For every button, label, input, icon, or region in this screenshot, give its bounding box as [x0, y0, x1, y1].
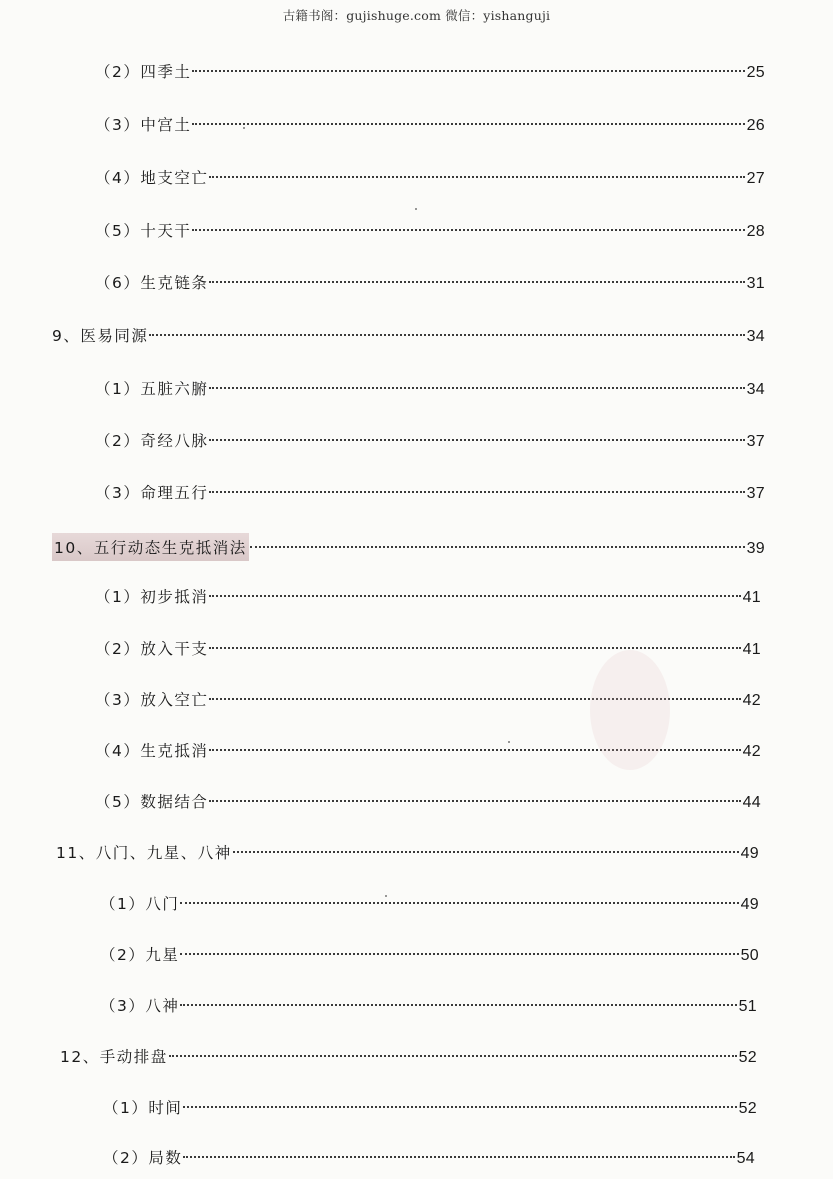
toc-page-number: 25	[746, 64, 765, 81]
toc-entry-sub[interactable]	[95, 166, 765, 190]
dot-leader	[180, 1004, 736, 1006]
dot-leader	[233, 851, 739, 853]
dot-leader	[192, 70, 744, 72]
dot-leader	[209, 176, 744, 178]
toc-entry-sub[interactable]	[103, 1096, 757, 1120]
toc-entry-sub[interactable]	[95, 481, 765, 505]
toc-entry-sub[interactable]	[95, 60, 765, 84]
scan-speck	[415, 208, 417, 210]
toc-entry-label: （2）放入干支	[95, 640, 209, 658]
dot-leader	[209, 387, 744, 389]
toc-entry-chapter[interactable]	[56, 841, 759, 865]
scan-speck	[508, 741, 510, 743]
toc-entry-label: （2）九星	[100, 946, 180, 964]
toc-page-number: 34	[746, 381, 765, 398]
toc-page-number: 27	[746, 170, 765, 187]
toc-entry-label: （3）中宫土	[95, 116, 192, 134]
dot-leader	[180, 953, 738, 955]
toc-page-number: 37	[746, 433, 765, 450]
toc-entry-label: （1）初步抵消	[95, 588, 209, 606]
toc-entry-label: （5）十天干	[95, 222, 192, 240]
toc-page-number: 37	[746, 485, 765, 502]
toc-entry-label: （2）四季土	[95, 63, 192, 81]
toc-entry-sub[interactable]	[95, 637, 761, 661]
toc-page-number: 44	[742, 794, 761, 811]
toc-entry-label: （5）数据结合	[95, 793, 209, 811]
toc-page-number: 54	[736, 1150, 755, 1167]
toc-page-number: 34	[746, 328, 765, 345]
toc-entry-label: 12、手动排盘	[60, 1048, 168, 1066]
toc-entry-sub[interactable]	[95, 271, 765, 295]
paper-stain	[590, 650, 670, 770]
toc-entry-sub[interactable]	[95, 790, 761, 814]
dot-leader	[192, 123, 744, 125]
toc-entry-label: （4）地支空亡	[95, 169, 209, 187]
toc-entry-sub[interactable]	[95, 219, 765, 243]
toc-entry-sub[interactable]	[100, 994, 757, 1018]
toc-entry-label: （3）命理五行	[95, 484, 209, 502]
toc-entry-chapter[interactable]	[60, 1045, 757, 1069]
dot-leader	[209, 749, 740, 751]
toc-entry-sub[interactable]	[103, 1146, 755, 1170]
toc-page-number: 49	[740, 845, 759, 862]
toc-page-number: 50	[740, 947, 759, 964]
dot-leader	[209, 281, 744, 283]
scan-speck	[243, 127, 245, 129]
toc-entry-sub[interactable]	[95, 585, 761, 609]
toc-entry-chapter[interactable]	[52, 324, 765, 348]
toc-page-number: 28	[746, 223, 765, 240]
page-header: 古籍书阁：gujishuge.com 微信：yishanguji	[282, 8, 551, 23]
toc-page-number: 41	[742, 589, 761, 606]
toc-page-number: 39	[746, 540, 765, 557]
toc-entry-sub[interactable]	[95, 429, 765, 453]
toc-entry-label: 10、五行动态生克抵消法	[52, 533, 249, 561]
toc-entry-label: （6）生克链条	[95, 274, 209, 292]
dot-leader	[183, 1106, 736, 1108]
dot-leader	[192, 229, 744, 231]
dot-leader	[180, 902, 738, 904]
toc-entry-sub[interactable]	[100, 892, 759, 916]
toc-entry-sub[interactable]	[95, 377, 765, 401]
scan-speck	[385, 895, 387, 897]
toc-entry-label: （1）时间	[103, 1099, 183, 1117]
toc-entry-label: （3）放入空亡	[95, 691, 209, 709]
toc-entry-sub[interactable]	[95, 113, 765, 137]
toc-page-number: 42	[742, 743, 761, 760]
toc-entry-label: （2）局数	[103, 1149, 183, 1167]
toc-page-number: 42	[742, 692, 761, 709]
toc-entry-label: 11、八门、九星、八神	[56, 844, 232, 862]
dot-leader	[209, 800, 740, 802]
toc-page-number: 49	[740, 896, 759, 913]
dot-leader	[209, 647, 740, 649]
toc-page-number: 31	[746, 275, 765, 292]
toc-page-number: 41	[742, 641, 761, 658]
toc-entry-sub[interactable]	[100, 943, 759, 967]
toc-entry-label: 9、医易同源	[52, 327, 149, 345]
toc-page-number: 52	[738, 1100, 757, 1117]
toc-page-number: 52	[738, 1049, 757, 1066]
dot-leader	[183, 1156, 734, 1158]
toc-entry-label: （3）八神	[100, 997, 180, 1015]
toc-entry-label: （4）生克抵消	[95, 742, 209, 760]
toc-entry-label: （1）五脏六腑	[95, 380, 209, 398]
toc-entry-chapter[interactable]	[54, 533, 765, 557]
dot-leader	[209, 491, 744, 493]
toc-page-number: 51	[738, 998, 757, 1015]
toc-page-number: 26	[746, 117, 765, 134]
dot-leader	[250, 546, 745, 548]
dot-leader	[149, 334, 744, 336]
dot-leader	[209, 439, 744, 441]
toc-entry-label: （2）奇经八脉	[95, 432, 209, 450]
dot-leader	[209, 595, 740, 597]
toc-entry-label: （1）八门	[100, 895, 180, 913]
dot-leader	[169, 1055, 737, 1057]
